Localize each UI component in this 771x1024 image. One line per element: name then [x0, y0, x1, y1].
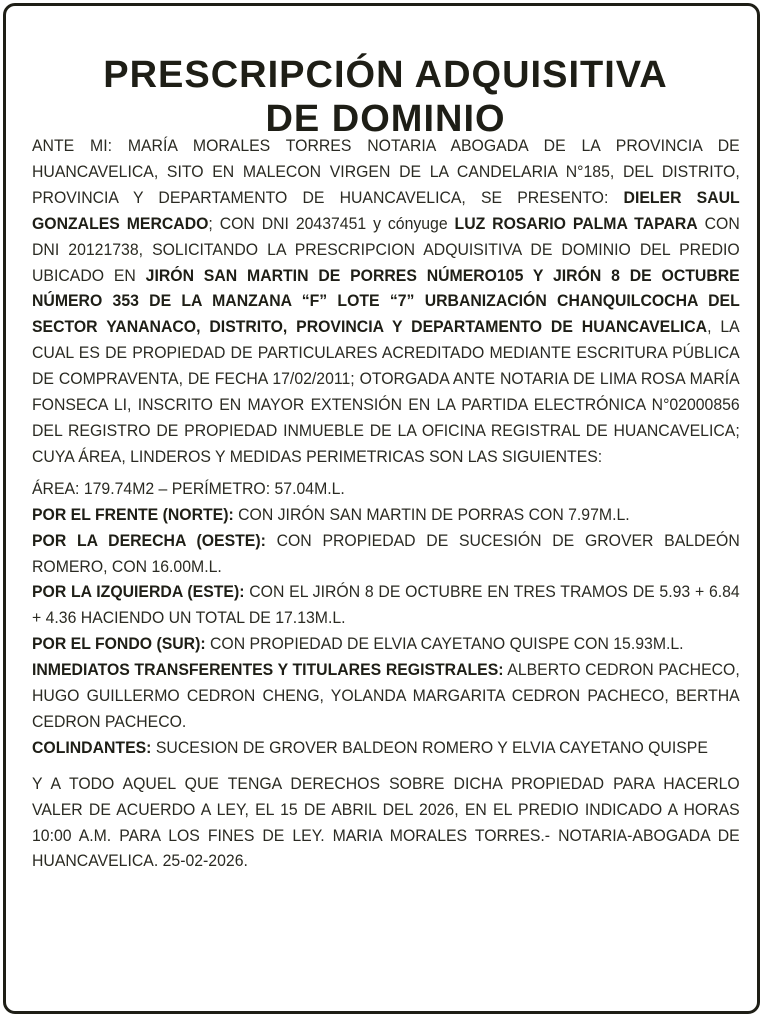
intro-paragraph: ANTE MI: MARÍA MORALES TORRES NOTARIA ABOGADA DE LA PROVINCIA DE HUANCAVELICA, SITO EN MALECON VIRGEN DE LA CANDELARIA N°185, DEL DISTRITO, PROVINCIA Y DEPARTAMENTO DE HUANCAVELICA, SE PRESENTO: DIELER SAUL GONZALES MERCADO; CON DNI 20437451 y cónyuge LUZ ROSARIO PALMA TAPARA CON DNI 20121738, SOLICITANDO LA PRESCRIPCION ADQUISITIVA DE DOMINIO DEL PREDIO UBICADO EN JIRÓN SAN MARTIN DE PORRES NÚMERO105 Y JIRÓN 8 DE OCTUBRE NÚMERO 353 DE LA MANZANA “F” LOTE “7” URBANIZACIÓN CHANQUILCOCHA DEL SECTOR YANANACO, DISTRITO, PROVINCIA Y DEPARTAMENTO DE HUANCAVELICA, LA CUAL ES DE PROPIEDAD DE PARTICULARES ACREDITADO MEDIANTE ESCRITURA PÚBLICA DE COMPRAVENTA, DE FECHA 17/02/2011; OTORGADA ANTE NOTARIA DE LIMA ROSA MARÍA FONSECA LI, INSCRITO EN MAYOR EXTENSIÓN EN LA PARTIDA ELECTRÓNICA N°02000856 DEL REGISTRO DE PROPIEDAD INMUEBLE DE LA OFICINA REGISTRAL DE HUANCAVELICA; CUYA ÁREA, LINDEROS Y MEDIDAS PERIMETRICAS SON LAS SIGUIENTES: [32, 136, 740, 466]
applicant-name: DIELER SAUL GONZALES MERCADO [32, 187, 740, 233]
boundary-right: POR LA DERECHA (OESTE): CON PROPIEDAD DE SUCESIÓN DE GROVER BALDEÓN ROMERO, CON 16.00M.L. [32, 530, 740, 576]
boundary-front: POR EL FRENTE (NORTE): CON JIRÓN SAN MARTIN DE PORRAS CON 7.97M.L. [32, 504, 630, 524]
neighbors: COLINDANTES: SUCESION DE GROVER BALDEON ROMERO Y ELVIA CAYETANO QUISPE [32, 737, 708, 757]
area-line: ÁREA: 179.74M2 – PERÍMETRO: 57.04M.L. [32, 478, 345, 498]
registered-owners: INMEDIATOS TRANSFERENTES Y TITULARES REGISTRALES: ALBERTO CEDRON PACHECO, HUGO GUILLERMO CEDRON CHENG, YOLANDA MARGARITA CEDRON PACHECO, BERTHA CEDRON PACHECO. [32, 660, 740, 731]
notice-body [32, 133, 740, 874]
notice-title [0, 53, 771, 141]
title-line-1: PRESCRIPCIÓN ADQUISITIVA [103, 54, 668, 97]
title-line-2: DE DOMINIO [265, 98, 506, 141]
boundary-left: POR LA IZQUIERDA (ESTE): CON EL JIRÓN 8 DE OCTUBRE EN TRES TRAMOS DE 5.93 + 6.84 + 4.36 HACIENDO UN TOTAL DE 17.13M.L. [32, 582, 740, 628]
closing-paragraph: Y A TODO AQUEL QUE TENGA DERECHOS SOBRE DICHA PROPIEDAD PARA HACERLO VALER DE ACUERDO A LEY, EL 15 DE ABRIL DEL 2026, EN EL PREDIO INDICADO A HORAS 10:00 A.M. PARA LOS FINES DE LEY. MARIA MORALES TORRES.- NOTARIA-ABOGADA DE HUANCAVELICA. 25-02-2026. [32, 773, 740, 871]
property-location: JIRÓN SAN MARTIN DE PORRES NÚMERO105 Y JIRÓN 8 DE OCTUBRE NÚMERO 353 DE LA MANZANA “F” LOTE “7” URBANIZACIÓN CHANQUILCOCHA DEL SECTOR YANANACO, DISTRITO, PROVINCIA Y DEPARTAMENTO DE HUANCAVELICA [32, 265, 740, 337]
boundary-back: POR EL FONDO (SUR): CON PROPIEDAD DE ELVIA CAYETANO QUISPE CON 15.93M.L. [32, 634, 684, 654]
spouse-name: LUZ ROSARIO PALMA TAPARA [454, 213, 698, 233]
